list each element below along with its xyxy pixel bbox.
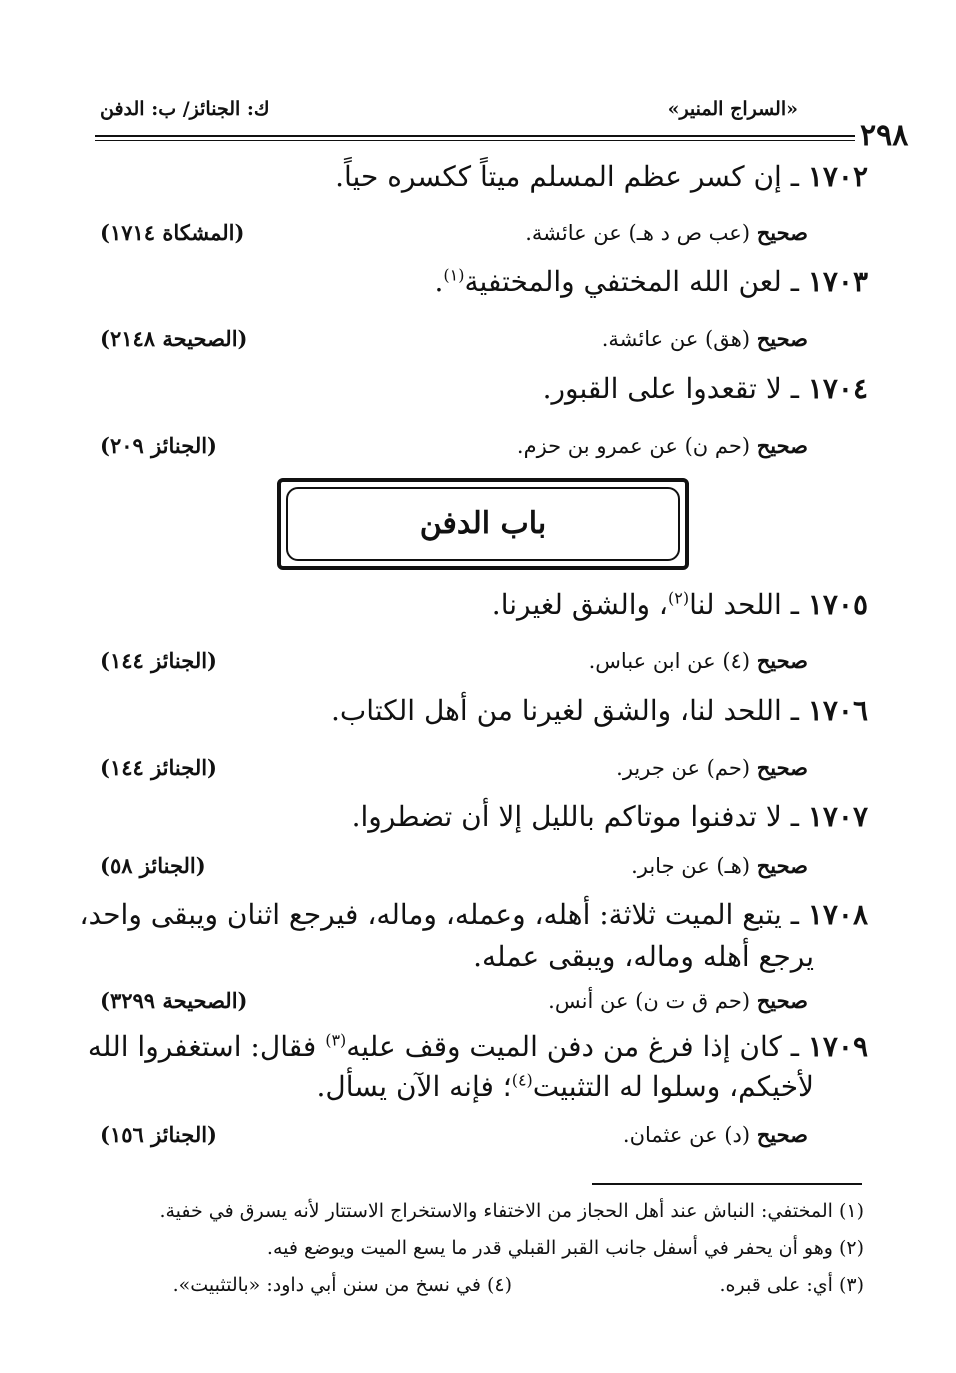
hadith-number: ١٧٠٨ — [807, 898, 868, 931]
hadith-line: ـ اللحد لنا — [689, 588, 799, 621]
grading-source: (حم ق ت ن) عن أنس. — [548, 989, 751, 1013]
header-rule-thin — [95, 140, 855, 141]
grading-label: صحيح — [756, 326, 808, 351]
grading-source: (هق) عن عائشة. — [601, 327, 751, 351]
hadith-number: ١٧٠٩ — [807, 1030, 868, 1063]
hadith-number: ١٧٠٧ — [807, 800, 868, 833]
hadith-1705-text — [492, 588, 868, 621]
hadith-line-cont: فقال: استغفروا الله — [87, 1030, 326, 1063]
hadith-line-end: . — [434, 265, 444, 298]
grading-source: (حم) عن جرير. — [616, 756, 751, 780]
footnote-1: (١) المختفي: النباش عند أهل الحجاز من الاختفاء والاستخراج الاستتار لأنه يسرق في خفية. — [159, 1200, 864, 1222]
hadith-line: ـ إن كسر عظم المسلم ميتاً ككسره حياً. — [335, 160, 799, 193]
footnote-2: (٢) وهو أن يحفر في أسفل جانب القبر القبلي قدر ما يسع الميت ويوضع فيه. — [266, 1237, 864, 1259]
hadith-line: ـ يتبع الميت ثلاثة: أهله، وعمله، وماله، فيرجع اثنان ويبقى واحد، — [79, 898, 799, 931]
hadith-1703-text — [434, 265, 868, 298]
grading-source: (هـ) عن جابر. — [631, 854, 751, 878]
page-number: ٢٩٨ — [860, 118, 909, 153]
hadith-line: ـ اللحد لنا، والشق لغيرنا من أهل الكتاب. — [331, 694, 799, 727]
hadith-number: ١٧٠٤ — [807, 372, 868, 405]
hadith-number: ١٧٠٥ — [807, 588, 868, 621]
hadith-line: لأخيكم، وسلوا له التثبيت — [532, 1070, 814, 1103]
hadith-line-cont: ؛ فإنه الآن يسأل. — [316, 1070, 512, 1103]
header-rule — [95, 135, 855, 137]
grading-label: صحيح — [756, 853, 808, 878]
grading-label: صحيح — [756, 433, 808, 458]
footnote-marker: (٢) — [667, 588, 690, 608]
hadith-1709-grading — [623, 1122, 808, 1147]
grading-source: (٤) عن ابن عباس. — [588, 649, 751, 673]
hadith-line: ـ لا تقعدوا على القبور. — [542, 372, 799, 405]
hadith-1704-text — [543, 372, 868, 405]
hadith-1705-grading — [589, 648, 808, 673]
hadith-1702-grading — [525, 220, 808, 245]
grading-label: صحيح — [756, 220, 808, 245]
grading-source: (د) عن عثمان. — [622, 1123, 751, 1147]
hadith-1704-grading — [517, 433, 808, 458]
hadith-1709-text-line2 — [317, 1070, 814, 1103]
grading-label: صحيح — [756, 755, 808, 780]
hadith-1706-grading — [616, 755, 808, 780]
hadith-1709-reference: (الجنائز ١٥٦) — [100, 1122, 217, 1147]
hadith-line: ـ كان إذا فرغ من دفن الميت وقف عليه — [346, 1030, 799, 1063]
hadith-1708-text-line2: يرجع أهله وماله، ويبقى عمله. — [473, 940, 814, 973]
hadith-line: ـ لا تدفنوا موتاكم بالليل إلا أن تضطروا. — [351, 800, 799, 833]
hadith-line-end: ، والشق لغيرنا. — [491, 588, 668, 621]
hadith-1707-grading — [631, 853, 808, 878]
hadith-1704-reference: (الجنائز ٢٠٩) — [100, 433, 217, 458]
hadith-1708-text-line1 — [79, 898, 868, 931]
hadith-1706-text — [331, 694, 868, 727]
hadith-1707-text — [352, 800, 868, 833]
chapter-reference: ك: الجنائز/ ب: الدفن — [100, 98, 270, 120]
hadith-number: ١٧٠٦ — [807, 694, 868, 727]
hadith-1705-reference: (الجنائز ١٤٤) — [100, 648, 217, 673]
hadith-1703-reference: (الصحيحة ٢١٤٨) — [100, 326, 248, 351]
hadith-number: ١٧٠٣ — [807, 265, 868, 298]
grading-label: صحيح — [756, 988, 808, 1013]
hadith-line: ـ لعن الله المختفي والمختفية — [464, 265, 799, 298]
footnote-marker: (١) — [443, 265, 465, 285]
footnote-3: (٣) أي: على قبره. — [719, 1274, 864, 1296]
footnote-marker: (٣) — [325, 1030, 347, 1050]
chapter-title: باب الدفن — [419, 506, 547, 541]
grading-source: (حم ن) عن عمرو بن حزم. — [516, 434, 751, 458]
book-title: «السراج المنير» — [667, 98, 798, 120]
hadith-1708-grading — [548, 988, 808, 1013]
footnote-marker: (٤) — [511, 1070, 533, 1090]
hadith-1707-reference: (الجنائز ٥٨) — [100, 853, 206, 878]
hadith-1702-text — [335, 160, 868, 193]
hadith-1709-text-line1 — [87, 1030, 868, 1063]
footnote-rule — [592, 1183, 862, 1185]
hadith-1702-reference: (المشكاة ١٧١٤) — [100, 220, 245, 245]
grading-label: صحيح — [756, 1122, 808, 1147]
hadith-number: ١٧٠٢ — [807, 160, 868, 193]
grading-label: صحيح — [756, 648, 808, 673]
hadith-1706-reference: (الجنائز ١٤٤) — [100, 755, 217, 780]
footnote-4: (٤) في نسخ من سنن أبي داود: «بالتثبيت». — [172, 1274, 512, 1296]
hadith-1708-reference: (الصحيحة ٣٢٩٩) — [100, 988, 248, 1013]
hadith-1703-grading — [602, 326, 808, 351]
grading-source: (عب ص د هـ) عن عائشة. — [525, 221, 751, 245]
